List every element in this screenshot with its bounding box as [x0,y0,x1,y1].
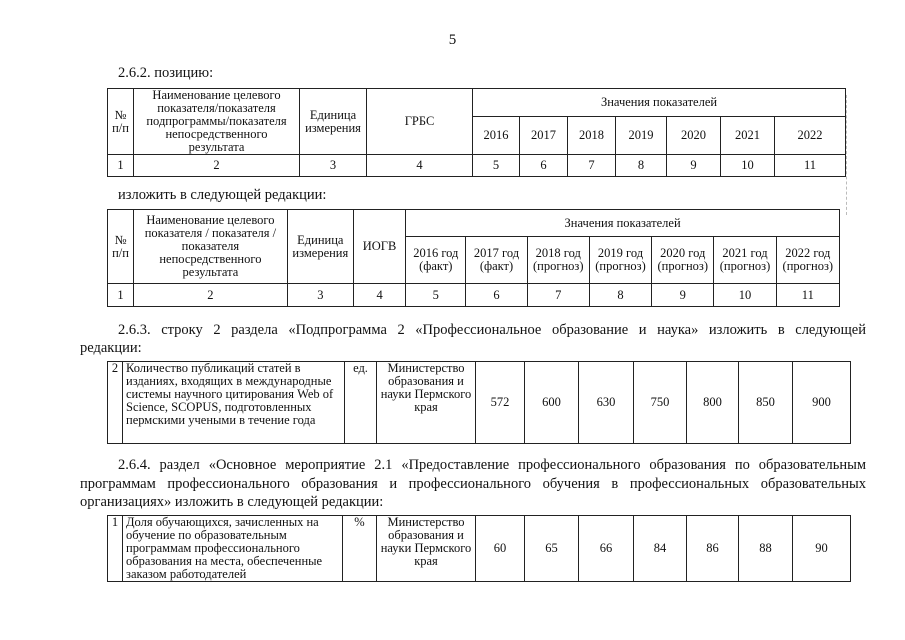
new-indicator-header-table [107,209,840,307]
value-cell: 60 [476,516,525,582]
publications-indicator-table [107,361,851,444]
year-cell: 2018 [568,117,616,155]
indicator-unit: ед. [345,362,377,444]
section-2-6-4-line3: организациях» изложить в следующей редакции: [80,494,384,510]
year-cell: 2016 год (факт) [406,237,466,284]
index-cell: 10 [721,155,775,177]
index-cell: 8 [589,284,651,307]
index-cell: 9 [652,284,714,307]
indicator-unit: % [343,516,377,582]
index-cell: 9 [667,155,721,177]
year-cell: 2020 [667,117,721,155]
value-cell: 900 [793,362,851,444]
section-2-6-4-line1: 2.6.4. раздел «Основное мероприятие 2.1 «Предоставление профессионального образования по образовательным [118,457,866,473]
trainees-share-indicator-table [107,515,851,582]
replace-instruction: изложить в следующей редакции: [118,187,327,203]
year-cell: 2017 [520,117,568,155]
index-cell: 7 [527,284,589,307]
index-cell: 11 [776,284,839,307]
year-cell: 2021 [721,117,775,155]
value-cell: 66 [579,516,634,582]
page-number: 5 [448,32,457,48]
header-num: № п/п [108,89,134,155]
index-cell: 4 [353,284,405,307]
value-cell: 630 [579,362,634,444]
value-cell: 600 [525,362,579,444]
index-cell: 3 [287,284,353,307]
row-number: 1 [108,516,123,582]
index-cell: 3 [300,155,367,177]
header-num: № п/п [108,210,134,284]
year-cell: 2021 год (прогноз) [714,237,776,284]
row-number: 2 [108,362,123,444]
year-cell: 2018 год (прогноз) [527,237,589,284]
section-2-6-2-heading: 2.6.2. позицию: [118,65,214,81]
section-2-6-3-line2: редакции: [80,340,142,356]
value-cell: 84 [634,516,687,582]
index-cell: 2 [134,155,300,177]
header-org: ИОГВ [353,210,405,284]
index-cell: 6 [466,284,527,307]
old-indicator-header-table [107,88,846,177]
index-cell: 7 [568,155,616,177]
year-cell: 2016 [473,117,520,155]
year-cell: 2020 год (прогноз) [652,237,714,284]
value-cell: 750 [634,362,687,444]
header-values: Значения показателей [406,210,840,237]
header-unit: Единица измерения [300,89,367,155]
responsible-org: Министерство образования и науки Пермского края [377,362,476,444]
indicator-name: Количество публикаций статей в изданиях, входящих в международные системы научного цитирования Web of Science, SCOPUS, подготовленных пермскими учеными в течение года [123,362,345,444]
year-cell: 2019 год (прогноз) [589,237,651,284]
value-cell: 800 [687,362,739,444]
value-cell: 65 [525,516,579,582]
index-cell: 4 [367,155,473,177]
index-cell: 11 [775,155,846,177]
margin-mark [846,95,848,215]
section-2-6-4-line2: программам профессионального образования и профессионального обучения в профессиональных образовательных [80,476,866,492]
index-cell: 10 [714,284,776,307]
value-cell: 88 [739,516,793,582]
index-cell: 6 [520,155,568,177]
section-2-6-3-line1: 2.6.3. строку 2 раздела «Подпрограмма 2 «Профессиональное образование и наука» изложить в следующей [118,322,866,338]
value-cell: 86 [687,516,739,582]
value-cell: 572 [476,362,525,444]
year-cell: 2017 год (факт) [466,237,527,284]
year-cell: 2022 год (прогноз) [776,237,839,284]
index-cell: 5 [406,284,466,307]
value-cell: 850 [739,362,793,444]
header-name: Наименование целевого показателя / показателя / показателя непосредственного результата [134,210,288,284]
index-cell: 8 [616,155,667,177]
index-cell: 2 [134,284,288,307]
year-cell: 2019 [616,117,667,155]
index-cell: 1 [108,284,134,307]
header-values: Значения показателей [473,89,846,117]
year-cell: 2022 [775,117,846,155]
header-unit: Единица измерения [287,210,353,284]
responsible-org: Министерство образования и науки Пермского края [377,516,476,582]
index-cell: 1 [108,155,134,177]
header-org: ГРБС [367,89,473,155]
index-cell: 5 [473,155,520,177]
indicator-name: Доля обучающихся, зачисленных на обучение по образовательным программам профессионального образования на места, обеспеченные заказом работодателей [123,516,343,582]
header-name: Наименование целевого показателя/показателя подпрограммы/показателя непосредственного результата [134,89,300,155]
value-cell: 90 [793,516,851,582]
